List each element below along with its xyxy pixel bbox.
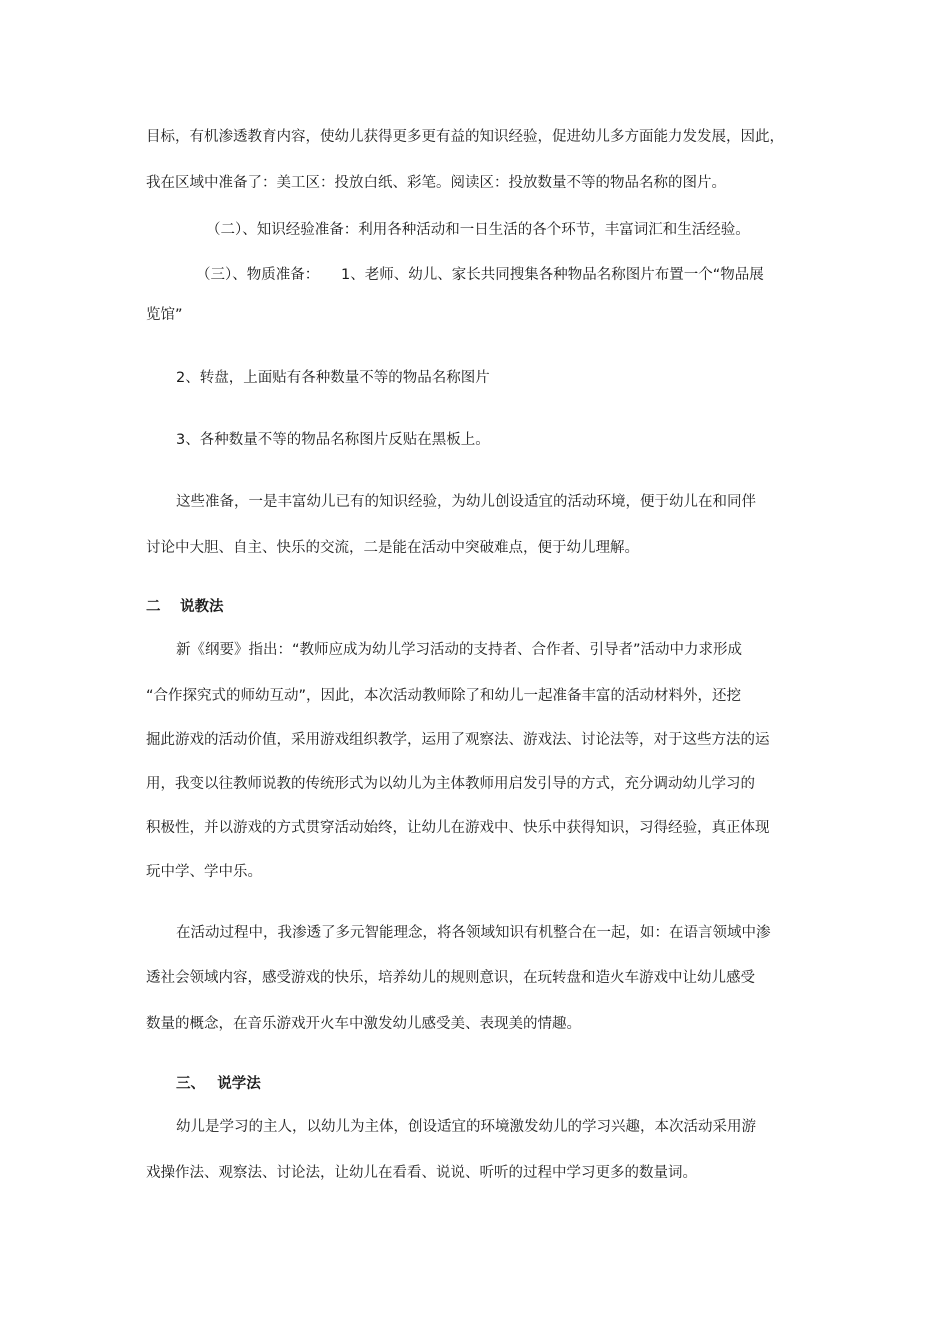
list-item: 3、各种数量不等的物品名称图片反贴在黑板上。 bbox=[176, 432, 490, 448]
section-heading: 二 说教法 bbox=[146, 599, 224, 615]
text-line: 玩中学、学中乐。 bbox=[146, 864, 262, 880]
text-line: 掘此游戏的活动价值，采用游戏组织教学，运用了观察法、游戏法、讨论法等，对于这些方法的运 bbox=[146, 732, 770, 748]
text-line: 讨论中大胆、自主、快乐的交流，二是能在活动中突破难点，便于幼儿理解。 bbox=[146, 540, 639, 556]
text-line: 用，我变以往教师说教的传统形式为以幼儿为主体教师用启发引导的方式，充分调动幼儿学习的 bbox=[146, 776, 755, 792]
text-line: “合作探究式的师幼互动”，因此，本次活动教师除了和幼儿一起准备丰富的活动材料外，还挖 bbox=[146, 688, 742, 704]
text-line: 透社会领域内容，感受游戏的快乐，培养幼儿的规则意识，在玩转盘和造火车游戏中让幼儿感受 bbox=[146, 970, 755, 986]
text-line: （二）、知识经验准备：利用各种活动和一日生活的各个环节，丰富词汇和生活经验。 bbox=[206, 222, 750, 238]
text-line: 目标，有机渗透教育内容，使幼儿获得更多更有益的知识经验，促进幼儿多方面能力发发展，因此， bbox=[146, 129, 784, 145]
text-line: 这些准备，一是丰富幼儿已有的知识经验，为幼儿创设适宜的活动环境，便于幼儿在和同伴 bbox=[176, 494, 756, 510]
text-line: 幼儿是学习的主人，以幼儿为主体，创设适宜的环境激发幼儿的学习兴趣，本次活动采用游 bbox=[176, 1119, 756, 1135]
text-line: 新《纲要》指出：“教师应成为幼儿学习活动的支持者、合作者、引导者”活动中力求形成 bbox=[176, 642, 743, 658]
text-line: 积极性，并以游戏的方式贯穿活动始终，让幼儿在游戏中、快乐中获得知识，习得经验，真正体现 bbox=[146, 820, 770, 836]
text-line: （三）、物质准备： 1、老师、幼儿、家长共同搜集各种物品名称图片布置一个“物品展 bbox=[196, 267, 764, 283]
text-line: 在活动过程中，我渗透了多元智能理念，将各领域知识有机整合在一起，如：在语言领域中渗 bbox=[176, 925, 771, 941]
text-line: 戏操作法、观察法、讨论法，让幼儿在看看、说说、听听的过程中学习更多的数量词。 bbox=[146, 1165, 697, 1181]
text-line: 数量的概念，在音乐游戏开火车中激发幼儿感受美、表现美的情趣。 bbox=[146, 1016, 581, 1032]
list-item: 2、转盘，上面贴有各种数量不等的物品名称图片 bbox=[176, 370, 490, 386]
text-line: 览馆” bbox=[146, 307, 183, 323]
text-line: 我在区域中准备了：美工区：投放白纸、彩笔。阅读区：投放数量不等的物品名称的图片。 bbox=[146, 175, 726, 191]
section-heading: 三、 说学法 bbox=[176, 1076, 261, 1092]
